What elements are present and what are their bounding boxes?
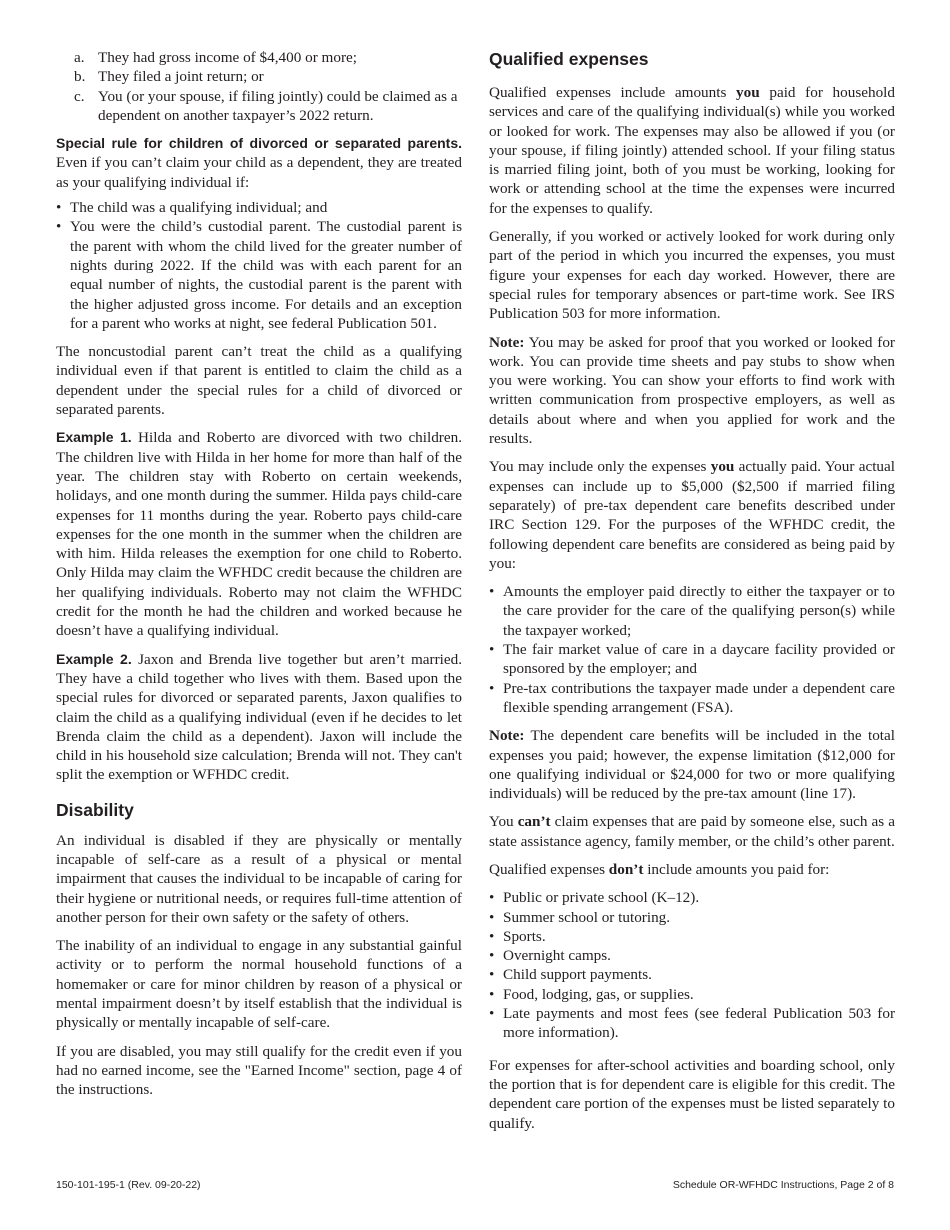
list-item [489,582,895,640]
bullet-icon: • [489,1005,495,1023]
text-run: actually paid. Your actual expenses can include up to $5,000 ($2,500 if married filing separately) of pre-tax dependent care benefits described under IRC Section 129. For the purposes of the WFHDC credit, the following dependent care benefits are considered as being paid by you: [489,458,895,572]
qualified-expenses-heading: Qualified expenses [489,49,649,69]
example-1-label: Example 1. [56,429,132,446]
list-item [56,87,462,126]
example-2-text: Jaxon and Brenda live together but aren’t married. They have a child together who lives with them. Based upon the special rules for divorced or separated parents, Jaxon qualifies to claim the child as a qualifying individual (even if he decides to let Brenda claim the child as a dependent). Jaxon will include the child in his household size calculation; Brenda will not. They can't split the exemption or WFHDC credit. [56,650,462,784]
special-rule-text: Even if you can’t claim your child as a dependent, they are treated as your qualifying individual if: [56,154,462,191]
bullet-icon: • [489,966,495,984]
example-2-paragraph [56,650,462,785]
list-item [489,927,895,946]
left-column [56,48,462,1109]
form-id-footer: 150-101-195-1 (Rev. 09-20-22) [56,1179,201,1191]
gross-income-conditions-list [56,48,462,125]
list-item-text: The fair market value of care in a daycare facility provided or sponsored by the employer; and [503,641,895,678]
list-item [56,48,462,67]
bullet-icon: • [489,947,495,965]
emphasis-you: you [710,458,735,476]
list-item-text: Summer school or tutoring. [503,908,671,926]
text-run: You [489,813,518,831]
list-item-text: You (or your spouse, if filing jointly) could be claimed as a dependent on another taxpayer’s 2022 return. [98,87,458,124]
list-item-text: They filed a joint return; or [98,68,264,86]
example-2-label: Example 2. [56,650,132,667]
special-rule-heading: Special rule for children of divorced or separated parents. [56,135,462,152]
dont-include-paragraph [489,860,895,879]
noncustodial-paragraph: The noncustodial parent can’t treat the child as a qualifying individual even if that parent is entitled to claim the child as a dependent under the special rules for a child of divorced or separated parents. [56,343,462,419]
emphasis-cant: can’t [517,813,551,831]
cant-claim-paragraph [489,812,895,851]
page-number-footer: Schedule OR-WFHDC Instructions, Page 2 of 8 [672,1179,894,1191]
list-item [489,679,895,718]
text-run: Qualified expenses [489,860,609,878]
list-marker: c. [74,87,85,105]
note-label: Note: [489,333,525,351]
list-item-text: The child was a qualifying individual; and [70,199,328,217]
list-item [56,67,462,86]
list-item [489,985,895,1004]
qualified-paragraph-1 [489,83,895,218]
list-item-text: Amounts the employer paid directly to either the taxpayer or to the care provider for the care of the qualifying person(s) while the taxpayer worked; [503,583,895,639]
list-item-text: Child support payments. [503,966,652,984]
list-item-text: Sports. [503,927,546,945]
note-text: The dependent care benefits will be included in the total expenses you paid; however, the expense limitation ($12,000 for one qualifying individual or $24,000 for two or more qualifying individuals) will be reduced by the pre-tax amount (line 17). [489,727,895,803]
bullet-icon: • [489,889,495,907]
note-label: Note: [489,727,525,745]
disability-paragraph-2: The inability of an individual to engage in any substantial gainful activity or to perform the normal household functions of a homemaker or care for minor children by reason of a physical or mental impairment doesn’t by itself establish that the individual is physically or mentally incapable of self-care. [56,937,462,1032]
note-text: You may be asked for proof that you worked or looked for work. You can provide time sheets and pay stubs to show when you were working. You can show your efforts to find work with written communication from prospective employers, as well as details about where and when you applied for work and the results. [489,333,895,448]
bullet-icon: • [489,641,495,659]
list-item-text: Food, lodging, gas, or supplies. [503,985,694,1003]
excluded-expenses-list [489,888,895,1042]
text-run: paid for household services and care of the qualifying individual(s) while you worked or looked for work. The expenses may also be allowed if you (or your spouse, if filing jointly) attended school. If your filing status is married filing joint, both of you must be working, looking for work or attending school at the time the expenses were incurred for the expenses to qualify. [489,84,895,217]
disability-heading: Disability [56,799,134,820]
emphasis-you: you [736,84,760,101]
list-marker: a. [74,49,85,66]
emphasis-dont: don’t [608,860,644,878]
list-item-text: Late payments and most fees (see federal Publication 503 for more information). [503,1005,895,1042]
disability-paragraph-3: If you are disabled, you may still qualify for the credit even if you had no earned income, see the "Earned Income" section, page 4 of the instructions. [56,1042,462,1099]
bullet-icon: • [56,218,62,236]
example-1-text: Hilda and Roberto are divorced with two children. The children live with Hilda in her home for more than half of the year. The children stay with Roberto on certain weekends, holidays, and one month during the summer. Hilda pays child-care expenses for 11 months during the year. Roberto pays child-care expenses for the one month in the summer when the children are with him. Hilda releases the exemption for one child to Roberto. Only Hilda may claim the WFHDC credit because the children are her qualifying individuals. Roberto may not claim the WFHDC credit for the month he had the children and worked because he doesn’t have a qualifying individual. [56,429,462,640]
list-item-text: Public or private school (K–12). [503,889,700,907]
list-item [489,965,895,984]
bullet-icon: • [56,199,62,217]
example-1-paragraph [56,428,462,640]
list-item [489,1004,895,1043]
qualified-paragraph-2: Generally, if you worked or actively looked for work during only part of the period in which you incurred the expenses, you must figure your expenses for each day worked. However, there are special rules for temporary absences or part-time work. See IRS Publication 503 for more information. [489,228,895,323]
list-item-text: Pre-tax contributions the taxpayer made under a dependent care flexible spending arrangement (FSA). [503,679,895,716]
bullet-icon: • [489,985,495,1003]
custodial-conditions-list [56,198,462,333]
list-item [489,888,895,907]
bullet-icon: • [489,908,495,926]
list-marker: b. [74,68,86,86]
qualified-paragraph-3 [489,457,895,573]
list-item-text: They had gross income of $4,400 or more; [98,49,357,66]
right-column [489,48,895,1142]
text-run: claim expenses that are paid by someone else, such as a state assistance agency, family member, or the child’s other parent. [489,813,895,850]
special-rule-paragraph [56,134,462,192]
text-run: You may include only the expenses [489,458,711,476]
list-item [56,198,462,217]
disability-paragraph-1: An individual is disabled if they are physically or mentally incapable of self-care as a result of a physical or mental impairment that causes the individual to be incapable of caring for their hygiene or nutritional needs, or requires full-time attention of another person for their own safety or the safety of others. [56,831,462,926]
note-2-paragraph [489,726,895,803]
list-item [489,946,895,965]
bullet-icon: • [489,927,495,945]
list-item [489,908,895,927]
note-1-paragraph [489,333,895,449]
list-item [56,217,462,333]
bullet-icon: • [489,679,495,697]
after-school-paragraph: For expenses for after-school activities and boarding school, only the portion that is for dependent care is eligible for this credit. The dependent care portion of the expenses must be listed separately to qualify. [489,1056,895,1132]
text-run: Qualified expenses include amounts [489,84,737,101]
dependent-care-benefits-list [489,582,895,717]
bullet-icon: • [489,583,495,601]
list-item-text: Overnight camps. [503,947,611,965]
text-run: include amounts you paid for: [643,860,830,878]
list-item [489,640,895,679]
list-item-text: You were the child’s custodial parent. The custodial parent is the parent with whom the child lived for the greater number of nights during 2022. If the child was with each parent for an equal number of nights, the custodial parent is the parent with the higher adjusted gross income. For details and an exception for a parent who works at night, see federal Publication 501. [70,218,462,332]
